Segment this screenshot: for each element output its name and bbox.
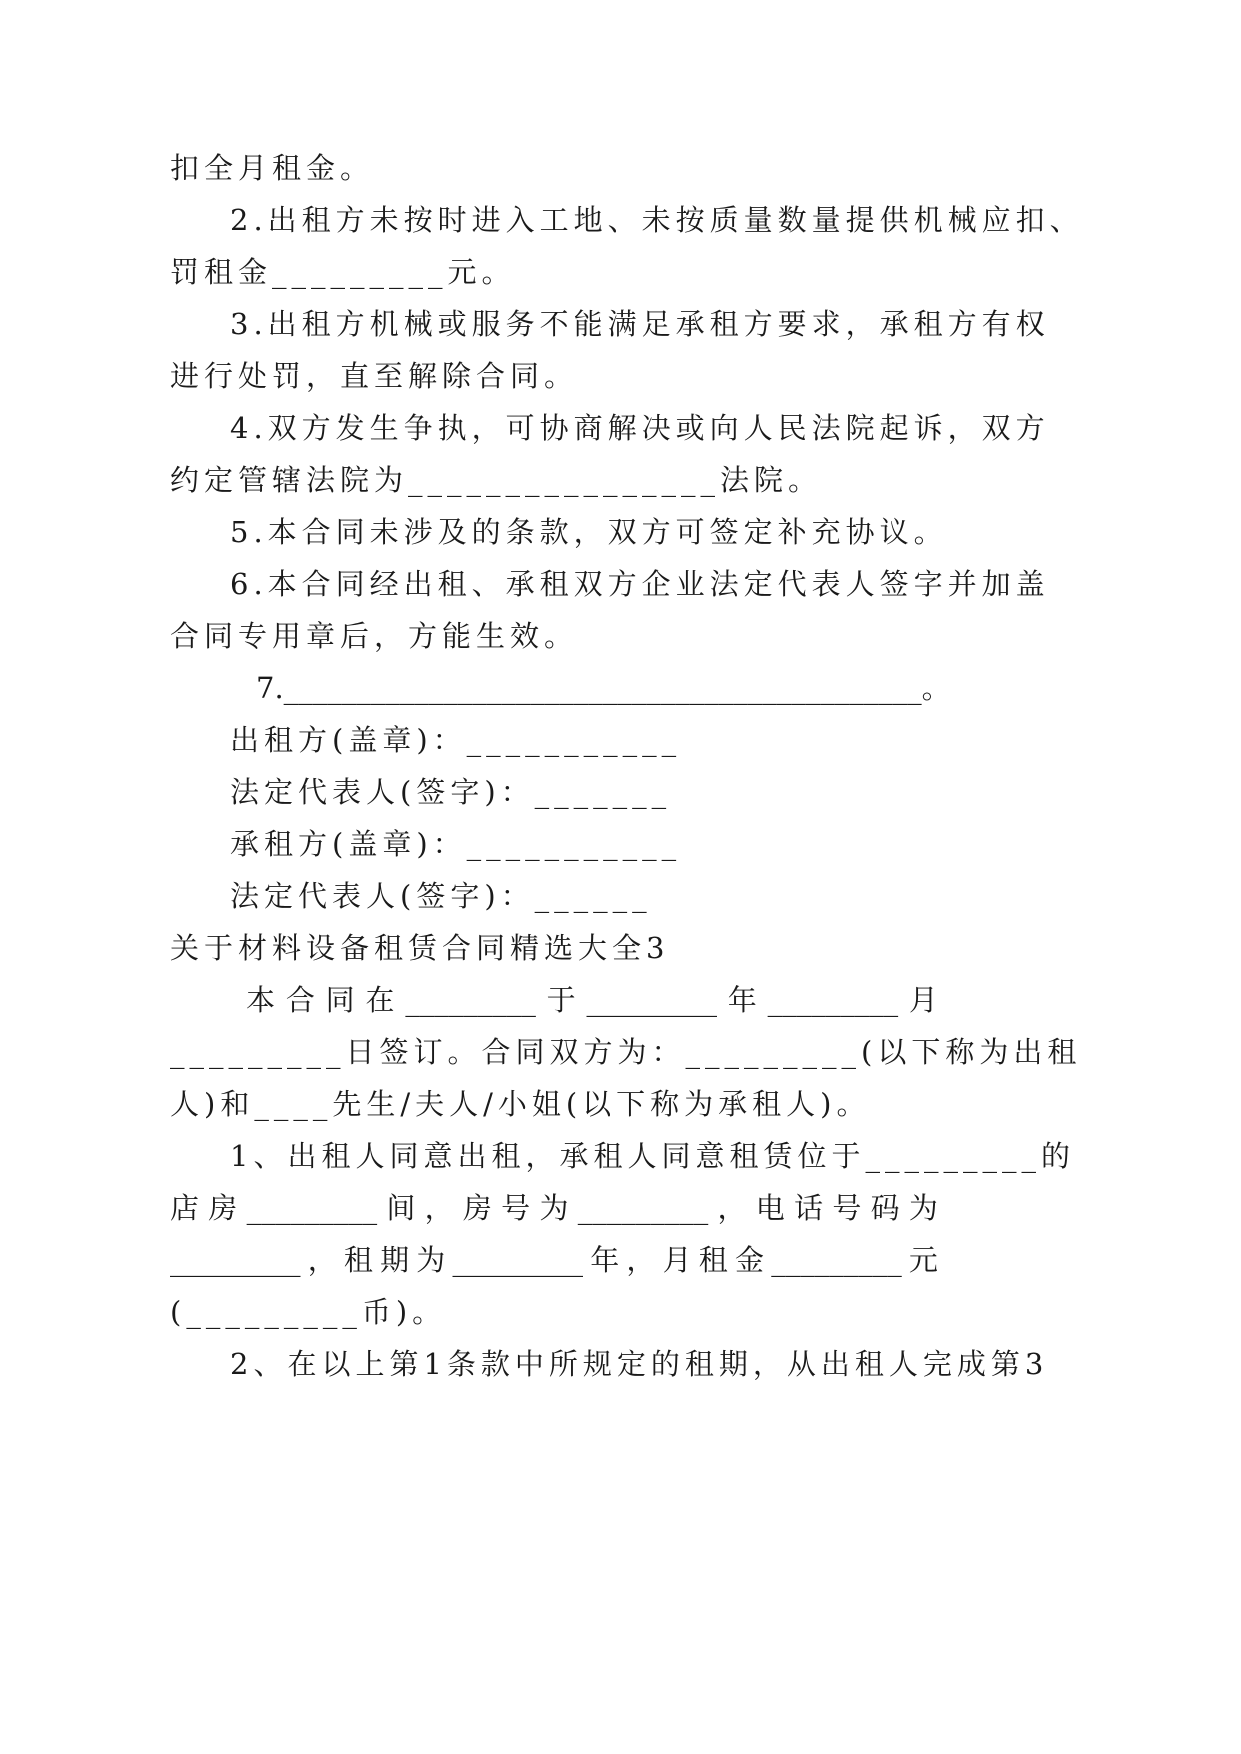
text-segment: 店	[170, 1191, 200, 1225]
blank-field: _________	[405, 983, 536, 1017]
text-segment: 为	[539, 1191, 569, 1225]
text-line: 6.本合同经出租、承租双方企业法定代表人签字并加盖	[230, 567, 1050, 601]
text-line: 进行处罚，直至解除合同。	[170, 359, 579, 393]
text-line: 人)和____先生/夫人/小姐(以下称为承租人)。	[170, 1087, 871, 1121]
text-segment: 为	[416, 1243, 446, 1277]
text-line: 扣全月租金。	[170, 151, 375, 185]
text-segment: 电	[755, 1191, 785, 1225]
text-line: 2、在以上第1条款中所规定的租期，从出租人完成第3	[230, 1347, 1049, 1381]
text-line: 4.双方发生争执，可协商解决或向人民法院起诉，双方	[230, 411, 1050, 445]
text-segment: 元	[908, 1243, 938, 1277]
text-line: 合同专用章后，方能生效。	[170, 619, 579, 653]
text-segment: 月	[662, 1243, 692, 1277]
text-segment: 为	[908, 1191, 938, 1225]
contract-intro-line	[246, 980, 938, 1020]
text-segment: 月	[908, 983, 938, 1017]
signature-field-lessee: 承租方(盖章)：___________	[230, 827, 682, 861]
text-segment: 租	[343, 1243, 373, 1277]
text-line: 2.出租方未按时进入工地、未按质量数量提供机械应扣、	[230, 203, 1084, 237]
text-segment: ，	[424, 1191, 454, 1225]
signature-field-lessee-representative: 法定代表人(签字)：______	[230, 879, 652, 913]
text-segment: ，	[307, 1243, 337, 1277]
text-line: 1、出租人同意出租，承租人同意租赁位于_________的	[230, 1139, 1075, 1173]
blank-field: _________	[586, 983, 717, 1017]
text-line: 罚租金_________元。	[170, 255, 516, 289]
text-line: 3.出租方机械或服务不能满足承租方要求，承租方有权	[230, 307, 1050, 341]
blank-field: _________	[771, 1243, 902, 1277]
clause-1-line-2	[170, 1188, 938, 1228]
text-segment: 期	[380, 1243, 410, 1277]
blank-field: _________	[577, 1191, 709, 1225]
text-segment: 合	[285, 983, 315, 1017]
signature-field-lessor-representative: 法定代表人(签字)：_______	[230, 775, 672, 809]
blank-field: _________	[246, 1191, 378, 1225]
text-segment: 间	[386, 1191, 416, 1225]
text-line: 5.本合同未涉及的条款，双方可签定补充协议。	[230, 515, 948, 549]
text-segment: 话	[794, 1191, 824, 1225]
text-line: (_________币)。	[170, 1295, 447, 1329]
text-segment: ，	[626, 1243, 656, 1277]
text-segment: 号	[832, 1191, 862, 1225]
text-segment: 同	[325, 983, 355, 1017]
text-line: 7.____________________________________________。	[256, 671, 951, 705]
text-segment: ，	[717, 1191, 747, 1225]
blank-field: _________	[452, 1243, 583, 1277]
text-segment: 于	[546, 983, 576, 1017]
text-segment: 在	[365, 983, 395, 1017]
text-segment: 租	[698, 1243, 728, 1277]
text-line: 约定管辖法院为________________法院。	[170, 463, 823, 497]
text-segment: 房	[462, 1191, 492, 1225]
clause-1-line-3	[170, 1240, 938, 1280]
text-segment: 房	[208, 1191, 238, 1225]
text-segment: 年	[590, 1243, 620, 1277]
text-segment: 年	[727, 983, 757, 1017]
blank-field: _________	[767, 983, 899, 1017]
text-segment: 本	[246, 983, 276, 1017]
text-segment: 金	[735, 1243, 765, 1277]
text-segment: 号	[501, 1191, 531, 1225]
text-line: _________日签订。合同双方为：_________(以下称为出租	[170, 1035, 1082, 1069]
section-heading: 关于材料设备租赁合同精选大全3	[170, 931, 670, 965]
blank-field: _________	[170, 1243, 301, 1277]
text-segment: 码	[870, 1191, 900, 1225]
signature-field-lessor: 出租方(盖章)：___________	[230, 723, 682, 757]
